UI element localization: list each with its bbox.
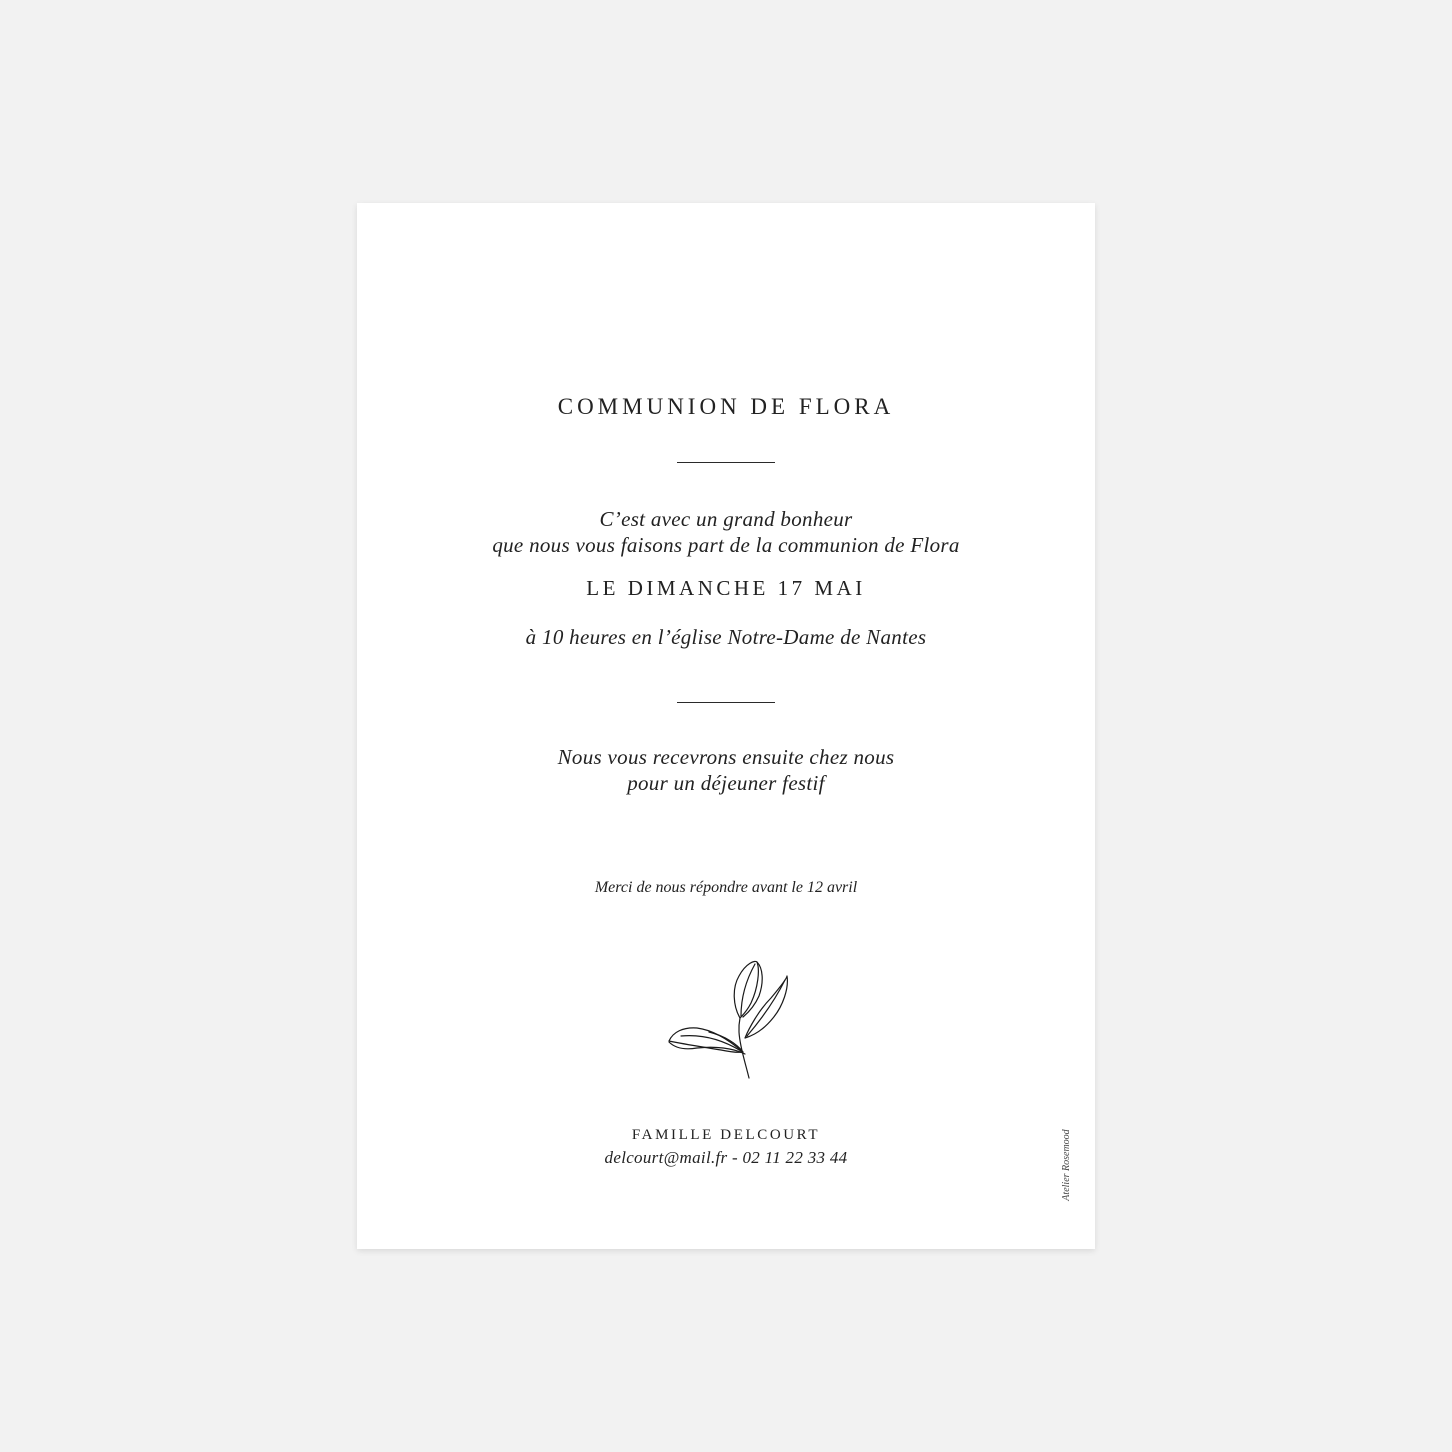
event-date: LE DIMANCHE 17 MAI [586, 576, 866, 600]
intro-text [357, 506, 1095, 558]
intro-line-2: que nous vous faisons part de la communion de Flora [492, 533, 960, 557]
card-title: COMMUNION DE FLORA [557, 394, 895, 419]
reception-line-1: Nous vous recevrons ensuite chez nous [557, 745, 895, 769]
contact-info: delcourt@mail.fr - 02 11 22 33 44 [604, 1148, 848, 1167]
leaf-sprig-icon [663, 958, 789, 1080]
invitation-card [357, 203, 1095, 1249]
reception-line-2: pour un déjeuner festif [627, 771, 825, 795]
event-venue: à 10 heures en l’église Notre-Dame de Nantes [525, 625, 927, 649]
intro-line-1: C’est avec un grand bonheur [599, 507, 853, 531]
rsvp-note: Merci de nous répondre avant le 12 avril [594, 879, 858, 896]
divider-bottom [677, 702, 775, 703]
reception-text [357, 744, 1095, 796]
divider-top [677, 462, 775, 463]
brand-credit: Atelier Rosemood [1061, 1129, 1072, 1201]
family-name: FAMILLE DELCOURT [631, 1127, 821, 1143]
